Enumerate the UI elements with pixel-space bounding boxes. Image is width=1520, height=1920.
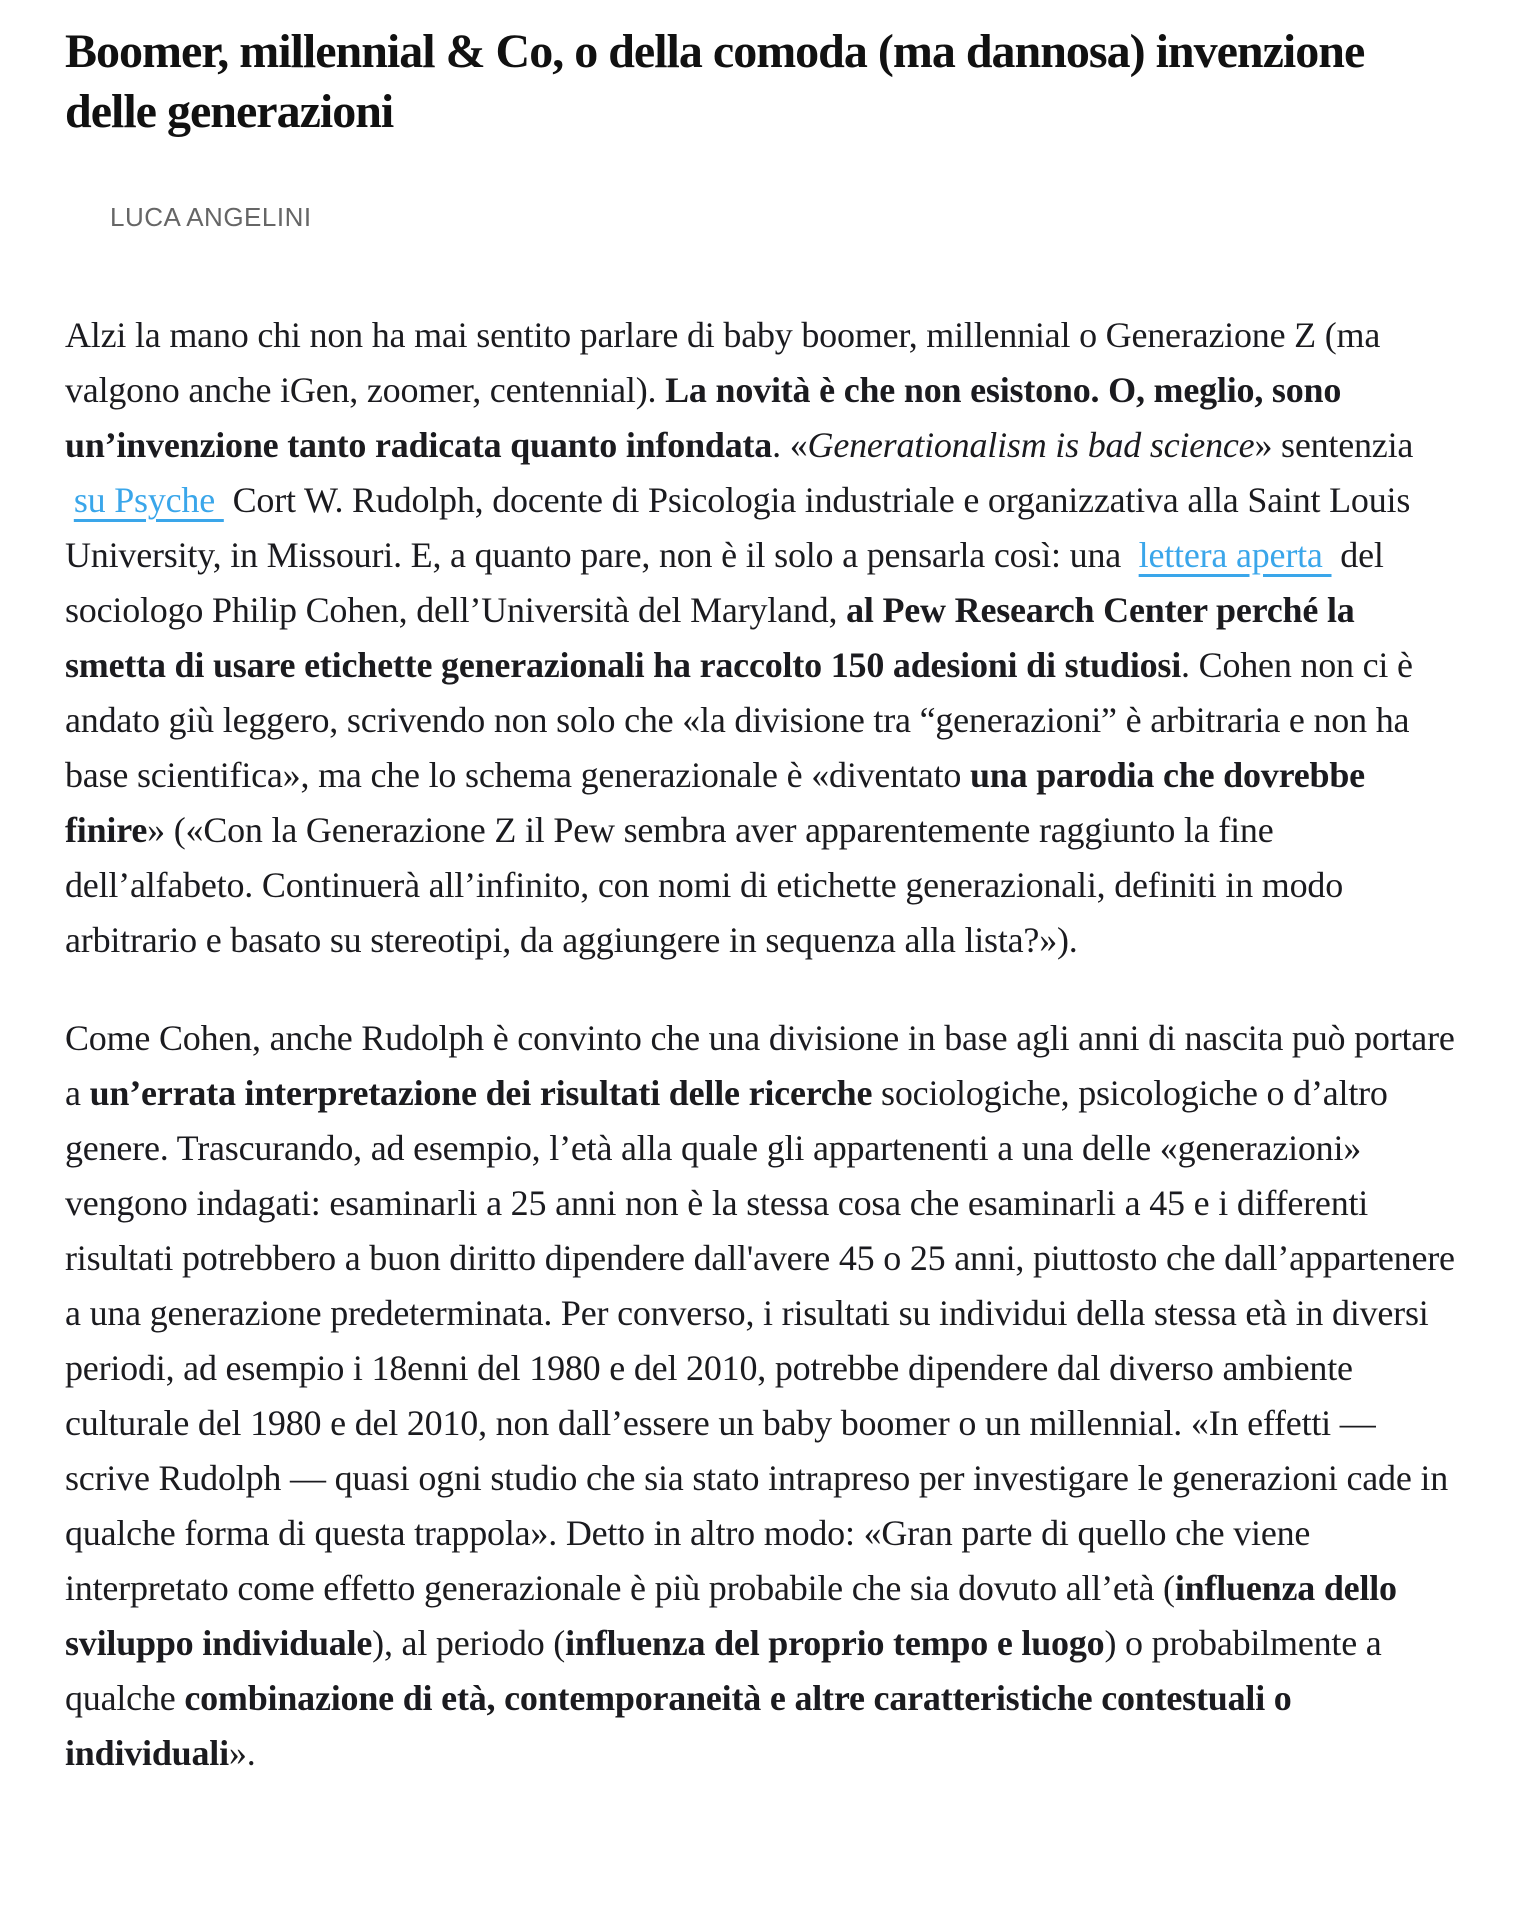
article-body — [65, 308, 1455, 1781]
text-run: al Pew Research Center perché la smetta di usare etichette generazionali ha raccolto 150 adesioni di studiosi — [65, 590, 1355, 685]
text-run: » sentenzia — [65, 425, 1414, 520]
text-run: influenza del proprio tempo e luogo — [565, 1623, 1105, 1663]
article-title: Boomer, millennial & Co, o della comoda (ma dannosa) invenzione delle generazioni — [65, 25, 1365, 138]
text-run: Alzi la mano chi non ha mai sentito parlare di baby boomer, millennial o Generazione Z (ma valgono anche iGen, zoomer, centennial). — [65, 315, 1381, 410]
text-run: ) o probabilmente a qualche — [65, 1623, 1382, 1718]
text-run: ), al periodo ( — [372, 1623, 566, 1663]
text-run: un’errata interpretazione dei risultati delle ricerche — [89, 1073, 873, 1113]
text-run: combinazione di età, contemporaneità e altre caratteristiche contestuali o individuali — [65, 1678, 1292, 1773]
text-run: Come Cohen, anche Rudolph è convinto che una divisione in base agli anni di nascita può portare a — [65, 1018, 1455, 1113]
text-run: del sociologo Philip Cohen, dell’Università del Maryland, — [65, 535, 1384, 630]
text-run: Generationalism is bad science — [807, 425, 1255, 465]
text-run: . Cohen non ci è andato giù leggero, scrivendo non solo che «la divisione tra “generazioni” è arbitraria e non ha base scientifica», ma che lo schema generazionale è «diventato — [65, 645, 1413, 795]
paragraph — [65, 1011, 1455, 1781]
text-run: influenza dello sviluppo individuale — [65, 1568, 1397, 1663]
text-run: sociologiche, psicologiche o d’altro genere. Trascurando, ad esempio, l’età alla quale gli appartenenti a una delle «generazioni» vengono indagati: esaminarli a 25 anni non è la stessa cosa che esaminarli a 45 e i differenti risultati potrebbero a buon diritto dipendere dall'avere 45 o 25 anni, piuttosto che dall’appartenere a una generazione predeterminata. Per converso, i risultati su individui della stessa età in diversi periodi, ad esempio i 18enni del 1980 e del 2010, potrebbe dipendere dal diverso ambiente culturale del 1980 e del 2010, non dall’essere un baby boomer o un millennial. «In effetti — scrive Rudolph — quasi ogni studio che sia stato intrapreso per investigare le generazioni cade in qualche forma di questa trappola». Detto in altro modo: «Gran parte di quello che viene interpretato come effetto generazionale è più probabile che sia dovuto all’età ( — [65, 1073, 1455, 1608]
text-run: » («Con la Generazione Z il Pew sembra aver apparentemente raggiunto la fine dell’alfabeto. Continuerà all’infinito, con nomi di etichette generazionali, definiti in modo arbitrario e basato su stereotipi, da aggiungere in sequenza alla lista?»). — [65, 810, 1343, 960]
text-run: ». — [228, 1733, 256, 1773]
text-run: Cort W. Rudolph, docente di Psicologia industriale e organizzativa alla Saint Louis University, in Missouri. E, a quanto pare, non è il solo a pensarla così: una — [65, 480, 1411, 575]
article-author: LUCA ANGELINI — [110, 202, 312, 232]
text-run: una parodia che dovrebbe finire — [65, 755, 1365, 850]
text-run: . « — [772, 425, 808, 465]
inline-link[interactable]: lettera aperta — [1138, 535, 1332, 575]
inline-link[interactable]: su Psyche — [73, 480, 224, 520]
text-run: La novità è che non esistono. O, meglio, sono un’invenzione tanto radicata quanto infondata — [65, 370, 1342, 465]
paragraph — [65, 308, 1455, 968]
